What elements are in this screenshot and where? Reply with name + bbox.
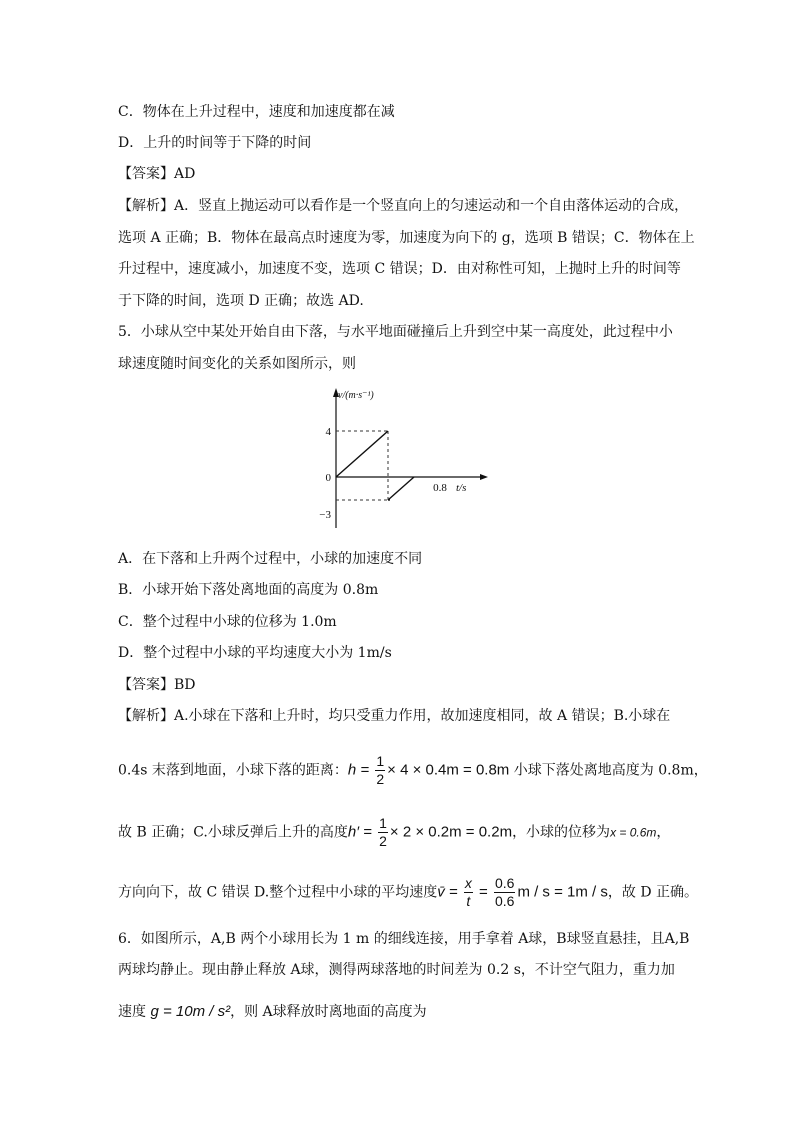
- analysis-text: ，小球的位移为: [512, 824, 611, 841]
- analysis-text: 小球下落处离地高度为 0.8m，: [509, 762, 708, 779]
- formula-rest: m / s = 1m / s: [517, 883, 608, 901]
- formula-g: g = 10m / s²: [150, 1003, 231, 1020]
- question-6-line-2: 两球均静止。现由静止释放 A球，测得两球落地的时间差为 0.2 s，不计空气阻力，重力加: [118, 962, 675, 978]
- fraction-denominator: t: [466, 893, 471, 909]
- fraction-values: [494, 875, 515, 910]
- y-tick-label: 4: [325, 426, 331, 438]
- analysis-prev-3: 升过程中，速度减小，加速度不变，选项 C 错误；D．由对称性可知，上抛时上升的时间等: [118, 261, 681, 277]
- option-c-prev: C．物体在上升过程中，速度和加速度都在减: [118, 104, 395, 120]
- series-line-1: [336, 431, 388, 477]
- fraction-numerator: x: [464, 875, 472, 891]
- analysis-text: 0.4s 末落到地面，小球下落的距离：: [118, 762, 348, 779]
- question-text: ，则 A球释放时离地面的高度为: [230, 1004, 427, 1020]
- analysis-text: 方向向下，故 C 错误 D.整个过程中小球的平均速度: [118, 884, 438, 901]
- question-6-line-1: 6．如图所示，A,B 两个小球用长为 1 m 的细线连接，用手拿着 A球，B球竖直悬挂，且A,B: [118, 931, 690, 947]
- analysis-prev-1: 【解析】A．竖直上抛运动可以看作是一个竖直向上的匀速运动和一个自由落体运动的合成，: [118, 198, 689, 214]
- fraction-numerator: 0.6: [494, 875, 515, 891]
- option-d: D．整个过程中小球的平均速度大小为 1m/s: [118, 645, 392, 661]
- question-text: 速度: [118, 1004, 151, 1020]
- answer-prev: 【答案】AD: [118, 166, 196, 182]
- analysis-prev-4: 于下降的时间，选项 D 正确；故选 AD.: [118, 293, 364, 309]
- fraction-denominator: 2: [376, 771, 385, 787]
- analysis-line-2: [118, 753, 708, 788]
- analysis-line-1: 【解析】A.小球在下落和上升时，均只受重力作用，故加速度相同，故 A 错误；B.小球在: [118, 708, 671, 724]
- option-c: C．整个过程中小球的位移为 1.0m: [118, 614, 337, 630]
- x-tick-label: 0.8: [433, 482, 447, 494]
- analysis-line-3: [118, 815, 670, 850]
- fraction-x-over-t: [464, 875, 473, 910]
- y-axis-label: v/(m·s⁻¹): [338, 390, 374, 401]
- formula-v: v̄ =: [437, 883, 462, 901]
- y-tick-label: 0: [325, 472, 331, 484]
- formula-h-prime: h′ =: [347, 823, 377, 841]
- question-6-line-3: [118, 1002, 427, 1022]
- formula-equals: =: [474, 883, 492, 901]
- fraction-half: [378, 815, 388, 850]
- fraction-half: [375, 753, 385, 788]
- option-a: A．在下落和上升两个过程中，小球的加速度不同: [118, 551, 423, 567]
- y-tick-label: −3: [319, 509, 331, 521]
- option-d-prev: D．上升的时间等于下降的时间: [118, 135, 312, 151]
- analysis-line-4: [118, 875, 698, 910]
- fraction-numerator: 1: [376, 753, 385, 769]
- series-line-2: [388, 477, 414, 500]
- velocity-time-graph: [300, 380, 500, 540]
- x-axis-arrow: [480, 474, 488, 480]
- formula-rest: × 4 × 0.4m = 0.8m: [387, 761, 510, 779]
- fraction-numerator: 1: [379, 815, 387, 831]
- question-5-line-2: 球速度随时间变化的关系如图所示，则: [118, 356, 356, 372]
- formula-h: h =: [347, 761, 374, 779]
- formula-rest: × 2 × 0.2m = 0.2m: [389, 823, 513, 841]
- answer: 【答案】BD: [118, 677, 196, 693]
- fraction-denominator: 2: [379, 833, 387, 849]
- analysis-text: 故 B 正确；C.小球反弹后上升的高度: [118, 824, 348, 841]
- analysis-prev-2: 选项 A 正确；B．物体在最高点时速度为零，加速度为向下的 g，选项 B 错误；C．物体在上: [118, 230, 695, 246]
- analysis-text: ，: [656, 824, 671, 841]
- formula-x: x = 0.6m: [610, 825, 657, 840]
- x-axis-label: t/s: [456, 482, 467, 494]
- option-b: B．小球开始下落处离地面的高度为 0.8m: [118, 582, 379, 598]
- question-5-line-1: 5．小球从空中某处开始自由下落，与水平地面碰撞后上升到空中某一高度处，此过程中小: [118, 324, 673, 340]
- fraction-denominator: 0.6: [494, 893, 515, 909]
- analysis-text: ，故 D 正确。: [607, 884, 698, 901]
